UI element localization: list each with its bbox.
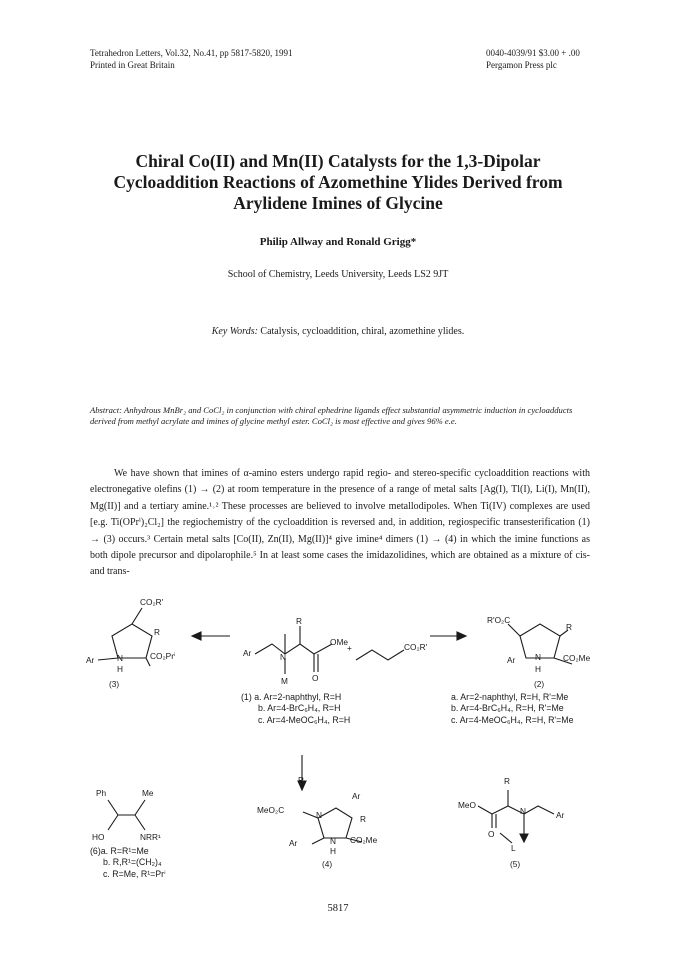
body-text: We have shown that imines of α-amino esters undergo rapid regio- and stereo-specific cycloaddition reactions with electronegative olefins (1) → (2) at room temperature in the presence of a range of metal salts [Ag(I), Tl(I), Li(I), Mn(II), Mg(II)] and a tertiary amine.¹˒² These processes are believed to involve metallodipoles. When Ti(IV) complexes are used [e.g. Ti(OPrⁱ)₂Cl₂] the regiochemistry of the cycloaddition is reversed and, in addition, regiospecific transesterification (1) → (3) occurs.³ Certain metal salts [Co(II), Zn(II), Mg(II)]⁴ give imine⁴ dimers (1) → (4) in which the imine functions as both dipole precursor and dipolarophile.⁵ In at least some cases the imidazolidines, which are obtained as a mixture of cis- and trans-: [90, 468, 590, 578]
c5-ar: Ar: [556, 810, 565, 820]
c2-ar: Ar: [507, 655, 516, 665]
c1-r: R: [296, 616, 302, 626]
c5-n: N: [520, 806, 526, 816]
keywords-label: Key Words:: [211, 326, 258, 337]
c6-ho: HO: [92, 832, 105, 842]
imidazolidine-ring-4: [318, 808, 352, 838]
c3-co2r: CO₂R': [140, 597, 164, 607]
page-number: 5817: [327, 903, 349, 914]
c3-ar: Ar: [86, 655, 95, 665]
c4-ar-top: Ar: [352, 791, 361, 801]
printed-line: Printed in Great Britain: [90, 60, 175, 70]
c4-n2: N: [330, 836, 336, 846]
c2-variant: a. Ar=2-naphthyl, R=H, R'=Me: [451, 692, 569, 702]
abstract-label: Abstract:: [90, 405, 122, 415]
c4-r-top: R: [298, 775, 304, 785]
compound-5-label: (5): [510, 859, 521, 869]
title-line: Cycloaddition Reactions of Azomethine Ylides Derived from: [113, 172, 563, 192]
c3-n: N: [117, 653, 123, 663]
compound-6-label: [90, 846, 166, 880]
c1-m: M: [281, 676, 288, 686]
publisher-name: Pergamon Press plc: [486, 60, 557, 70]
c3-co2pr: CO₂Prⁱ: [150, 651, 176, 661]
c1-variant: a. Ar=2-naphthyl, R=H: [254, 692, 342, 702]
issn-code: 0040-4039/91 $3.00 + .00: [486, 48, 580, 58]
compound-2-variants: [451, 692, 573, 726]
c1-o: O: [312, 673, 319, 683]
compound-1-id: (1): [241, 692, 252, 702]
c1-ar: Ar: [243, 648, 252, 658]
c6-variant: (6)a. R=R¹=Me: [90, 846, 149, 856]
c5-r: R: [504, 776, 510, 786]
c2-h: H: [535, 664, 541, 674]
c5-l: L: [511, 843, 516, 853]
c2-co2me: CO₂Me: [563, 653, 591, 663]
plus-sign: +: [347, 643, 352, 653]
c4-r-right: R: [360, 814, 366, 824]
journal-line: Tetrahedron Letters, Vol.32, No.41, pp 5817-5820, 1991: [90, 48, 293, 58]
ylide-chain-1: [255, 644, 332, 654]
c3-r: R: [154, 627, 160, 637]
title-line: Arylidene Imines of Glycine: [233, 193, 443, 213]
c3-h: H: [117, 664, 123, 674]
title-line: Chiral Co(II) and Mn(II) Catalysts for the 1,3-Dipolar: [135, 151, 541, 171]
compound-2-label: (2): [534, 679, 545, 689]
c4-meo2c: MeO₂C: [257, 805, 285, 815]
c4-ar-left: Ar: [289, 838, 298, 848]
c1-ome: OMe: [330, 637, 348, 647]
c1-variant: b. Ar=4-BrC₆H₄, R=H: [258, 703, 341, 714]
abstract-text: Anhydrous MnBr₂ and CoCl₂ in conjunction with chiral ephedrine ligands effect substantial asymmetric induction in cycloadducts derived from methyl acrylate and imines of glycine methyl ester. CoCl₂ is most effective and gives 96% e.e.: [90, 405, 573, 427]
c6-nrr: NRR¹: [140, 832, 161, 842]
acrylate-co2r: CO₂R': [404, 642, 428, 652]
c5-o: O: [488, 829, 495, 839]
c1-n: N: [280, 652, 286, 662]
c5-meo: MeO: [458, 800, 476, 810]
c2-ro2c: R'O₂C: [487, 615, 511, 625]
compound-4-label: (4): [322, 859, 333, 869]
c2-r: R: [566, 622, 572, 632]
c1-variant: c. Ar=4-MeOC₆H₄, R=H: [258, 714, 351, 725]
c4-co2me: CO₂Me: [350, 835, 378, 845]
ephedrine-backbone-6: [108, 800, 145, 815]
compound-3-label: (3): [109, 679, 120, 689]
c6-me: Me: [142, 788, 154, 798]
c6-ph: Ph: [96, 788, 107, 798]
c2-n: N: [535, 652, 541, 662]
authors: Philip Allway and Ronald Grigg*: [259, 236, 417, 248]
acrylate: [356, 650, 404, 660]
c2-variant: b. Ar=4-BrC₆H₄, R=H, R'=Me: [451, 703, 564, 714]
keywords-text: Catalysis, cycloaddition, chiral, azomethine ylides.: [260, 326, 465, 337]
imine-chain-5: [478, 806, 554, 814]
compound-1-label: [241, 692, 350, 726]
c4-n1: N: [316, 810, 322, 820]
c4-h: H: [330, 846, 336, 856]
c6-variant: b. R,R¹=(CH₂)₄: [103, 857, 162, 868]
c6-variant: c. R=Me, R¹=Prⁱ: [103, 868, 166, 879]
c2-variant: c. Ar=4-MeOC₆H₄, R=H, R'=Me: [451, 714, 574, 725]
affiliation: School of Chemistry, Leeds University, Leeds LS2 9JT: [227, 269, 449, 280]
